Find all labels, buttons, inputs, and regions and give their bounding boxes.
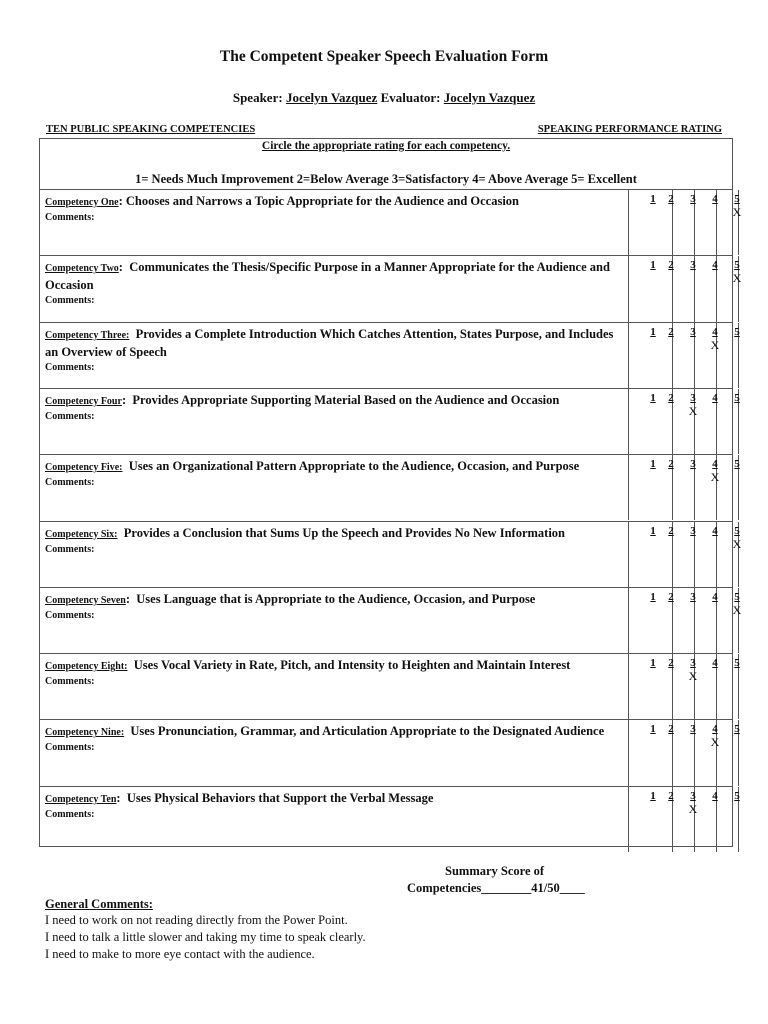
selected-rating-mark: X: [732, 536, 742, 551]
comments-label: Comments:: [45, 742, 95, 754]
comments-label: Comments:: [45, 676, 95, 688]
rating-number: 2: [668, 391, 674, 404]
rating-number: 4: [712, 193, 718, 205]
competency-description: [45, 259, 620, 307]
competency-separator: :: [116, 790, 127, 805]
selected-rating-mark: X: [710, 735, 720, 750]
rating-number: 2: [668, 325, 674, 338]
rating-number: 5: [734, 325, 740, 338]
rating-option-4: [704, 392, 726, 405]
rating-number: 4: [712, 590, 718, 603]
competency-description: [45, 790, 620, 821]
rating-option-3: [682, 326, 704, 339]
rating-column-divider: [628, 588, 629, 653]
rating-number: 5: [734, 259, 740, 272]
rating-number: 4: [712, 723, 718, 736]
competency-row: [39, 255, 742, 321]
rating-number: 3: [690, 657, 696, 670]
competency-text: Provides a Conclusion that Sums Up the Speech and Provides No New Information: [123, 525, 565, 540]
rating-option-5: [726, 790, 748, 803]
competency-row: [39, 521, 742, 587]
competency-name: Competency Three:: [45, 329, 130, 341]
competency-name: Competency Eight:: [45, 661, 128, 673]
table-header-row: [46, 124, 722, 138]
rating-number: 4: [712, 458, 718, 471]
rating-option-5: [726, 723, 748, 736]
rating-option-5: [726, 591, 748, 617]
rating-column-divider: [628, 256, 629, 321]
rating-number: 3: [690, 193, 696, 205]
competency-description: [45, 392, 620, 423]
rating-option-3: [682, 591, 704, 604]
summary-label: Summary Score of: [445, 864, 545, 878]
competency-text: Uses an Organizational Pattern Appropriate to the Audience, Occasion, and Purpose: [128, 459, 580, 474]
rating-option-5: [726, 259, 748, 285]
comments-label: Comments:: [45, 808, 95, 820]
rating-option-2: [660, 591, 682, 604]
rating-option-4: [704, 790, 726, 803]
comments-label: Comments:: [45, 543, 95, 555]
competency-separator: :: [118, 260, 130, 275]
rating-column-divider: [628, 522, 629, 587]
competency-name: Competency Two: [45, 263, 119, 275]
rating-column-divider: [628, 787, 629, 852]
rating-number: 2: [668, 657, 674, 670]
rating-number: 2: [668, 259, 674, 272]
instruction-text: Circle the appropriate rating for each competency.: [261, 140, 511, 152]
rating-number: 1: [650, 524, 656, 537]
selected-rating-mark: X: [732, 205, 742, 219]
competency-row: [39, 388, 740, 454]
rating-number: 1: [650, 789, 656, 802]
competency-description: [45, 193, 620, 224]
rating-number: 3: [690, 458, 696, 471]
rating-number: 1: [650, 325, 656, 338]
rating-number: 5: [734, 193, 740, 205]
rating-number: 1: [650, 723, 656, 736]
rating-option-2: [660, 723, 682, 736]
competency-row: [39, 322, 740, 388]
rating-option-4: [704, 591, 726, 604]
rating-number: 3: [690, 259, 696, 272]
rating-option-2: [660, 525, 682, 538]
rating-number: 2: [668, 524, 674, 537]
speaker-label: Speaker:: [232, 90, 283, 105]
rating-column-divider: [628, 389, 629, 454]
rating-number: 5: [734, 391, 740, 404]
rating-number: 4: [712, 259, 718, 272]
rating-number: 3: [690, 590, 696, 603]
comments-label: Comments:: [45, 212, 95, 223]
competency-text: Communicates the Thesis/Specific Purpose in a Manner Appropriate for the Audience and Occasion: [45, 260, 610, 293]
general-comment-line: I need to make to more eye contact with the audience.: [45, 947, 315, 961]
rating-column-divider: [628, 455, 629, 520]
rating-number: 4: [712, 657, 718, 670]
competency-row: [39, 587, 742, 653]
competency-description: [45, 326, 620, 374]
competency-name: Competency Nine:: [45, 727, 125, 739]
competency-name: Competency Six:: [45, 528, 118, 540]
competency-name: Competency Seven: [45, 594, 126, 606]
rating-number: 3: [690, 723, 696, 736]
summary-value: Competencies________41/50____: [407, 881, 585, 895]
competency-text: Provides Appropriate Supporting Material Based on the Audience and Occasion: [132, 392, 560, 407]
rating-number: 4: [712, 391, 718, 404]
rating-number: 1: [650, 259, 656, 272]
rating-option-4: [704, 657, 726, 670]
competency-text: Provides a Complete Introduction Which Catches Attention, States Purpose, and Includes an Overview of Speech: [45, 326, 614, 359]
rating-option-4: [704, 259, 726, 272]
competency-text: Uses Physical Behaviors that Support the Verbal Message: [126, 790, 434, 805]
rating-option-3: [682, 193, 704, 206]
competency-name: Competency Four: [45, 395, 122, 407]
rating-number: 5: [734, 723, 740, 736]
competency-row: [39, 189, 742, 255]
competency-description: [45, 591, 620, 622]
rating-header: SPEAKING PERFORMANCE RATING: [537, 124, 722, 135]
competency-separator: :: [125, 591, 137, 606]
rating-option-4: [704, 326, 726, 352]
rating-option-5: [726, 193, 748, 219]
rating-number: 2: [668, 193, 674, 205]
comments-label: Comments:: [45, 410, 95, 422]
rating-option-4: [704, 723, 726, 749]
general-comment-line: I need to work on not reading directly from the Power Point.: [45, 913, 348, 927]
rating-option-5: [726, 458, 748, 471]
rating-option-2: [660, 790, 682, 803]
rating-option-3: [682, 790, 704, 816]
rating-option-3: [682, 458, 704, 471]
competency-separator: :: [121, 392, 133, 407]
rating-number: 4: [712, 789, 718, 802]
rating-option-5: [726, 326, 748, 339]
competency-row: [39, 719, 740, 785]
comments-label: Comments:: [45, 295, 95, 307]
rating-option-5: [726, 392, 748, 405]
rating-number: 5: [734, 590, 740, 603]
selected-rating-mark: X: [732, 602, 742, 617]
rating-option-4: [704, 525, 726, 538]
rating-number: 3: [690, 524, 696, 537]
rating-number: 1: [650, 657, 656, 670]
rating-number: 1: [650, 391, 656, 404]
rating-option-2: [660, 657, 682, 670]
competency-name: Competency One: [45, 197, 119, 208]
evaluator-name: Jocelyn Vazquez: [443, 90, 536, 105]
rating-number: 1: [650, 458, 656, 471]
rating-number: 5: [734, 657, 740, 670]
competency-row: [39, 653, 740, 719]
rating-option-4: [704, 193, 726, 206]
general-comment-line: I need to talk a little slower and taking my time to speak clearly.: [45, 930, 366, 944]
selected-rating-mark: X: [688, 801, 698, 816]
rating-column-divider: [628, 323, 629, 388]
rating-option-2: [660, 259, 682, 272]
rating-column-divider: [628, 720, 629, 785]
rating-number: 2: [668, 458, 674, 471]
competency-description: [45, 525, 620, 556]
rating-number: 3: [690, 391, 696, 404]
competencies-header: TEN PUBLIC SPEAKING COMPETENCIES: [46, 124, 256, 135]
competency-description: [45, 458, 620, 489]
competency-description: [45, 657, 620, 688]
general-comments-title: General Comments:: [45, 897, 153, 911]
speaker-name: Jocelyn Vazquez: [285, 90, 378, 105]
competency-text: Uses Language that is Appropriate to the Audience, Occasion, and Purpose: [136, 591, 536, 606]
competency-text: Uses Vocal Variety in Rate, Pitch, and Intensity to Heighten and Maintain Interest: [133, 658, 571, 673]
rating-option-5: [726, 525, 748, 551]
comments-label: Comments:: [45, 477, 95, 489]
rating-option-3: [682, 723, 704, 736]
competency-separator: :: [118, 194, 126, 208]
selected-rating-mark: X: [688, 669, 698, 684]
evaluator-label: Evaluator:: [380, 90, 441, 105]
competency-row: [39, 454, 740, 520]
rating-column-divider: [628, 190, 629, 255]
rating-option-5: [726, 657, 748, 670]
rating-option-3: [682, 657, 704, 683]
competency-text: Uses Pronunciation, Grammar, and Articulation Appropriate to the Designated Audience: [130, 724, 605, 739]
competency-row: [39, 786, 740, 852]
rating-number: 1: [650, 590, 656, 603]
rating-number: 1: [650, 193, 656, 205]
rating-option-3: [682, 392, 704, 418]
comments-label: Comments:: [45, 609, 95, 621]
competency-name: Competency Five:: [45, 462, 123, 474]
rating-number: 4: [712, 524, 718, 537]
rating-option-2: [660, 392, 682, 405]
general-comments: [45, 897, 725, 963]
rating-option-2: [660, 326, 682, 339]
selected-rating-mark: X: [710, 337, 720, 352]
rating-option-2: [660, 458, 682, 471]
rating-option-4: [704, 458, 726, 484]
rating-number: 3: [690, 789, 696, 802]
rating-column-divider: [628, 654, 629, 719]
speaker-evaluator-line: [0, 90, 768, 106]
rating-number: 5: [734, 458, 740, 471]
rating-number: 5: [734, 524, 740, 537]
rating-number: 3: [690, 325, 696, 338]
selected-rating-mark: X: [710, 470, 720, 485]
competency-description: [45, 723, 620, 754]
comments-label: Comments:: [45, 361, 95, 373]
rating-number: 4: [712, 325, 718, 338]
rating-number: 2: [668, 590, 674, 603]
rating-number: 5: [734, 789, 740, 802]
rating-option-3: [682, 259, 704, 272]
rating-option-3: [682, 525, 704, 538]
competency-name: Competency Ten: [45, 793, 117, 805]
rating-scale-legend: 1= Needs Much Improvement 2=Below Average 3=Satisfactory 4= Above Average 5= Excellent: [135, 172, 637, 186]
selected-rating-mark: X: [688, 403, 698, 418]
rating-number: 2: [668, 723, 674, 736]
rating-number: 2: [668, 789, 674, 802]
competency-text: Chooses and Narrows a Topic Appropriate for the Audience and Occasion: [125, 194, 520, 208]
form-title: The Competent Speaker Speech Evaluation Form: [219, 48, 549, 65]
selected-rating-mark: X: [732, 271, 742, 286]
rating-option-2: [660, 193, 682, 206]
